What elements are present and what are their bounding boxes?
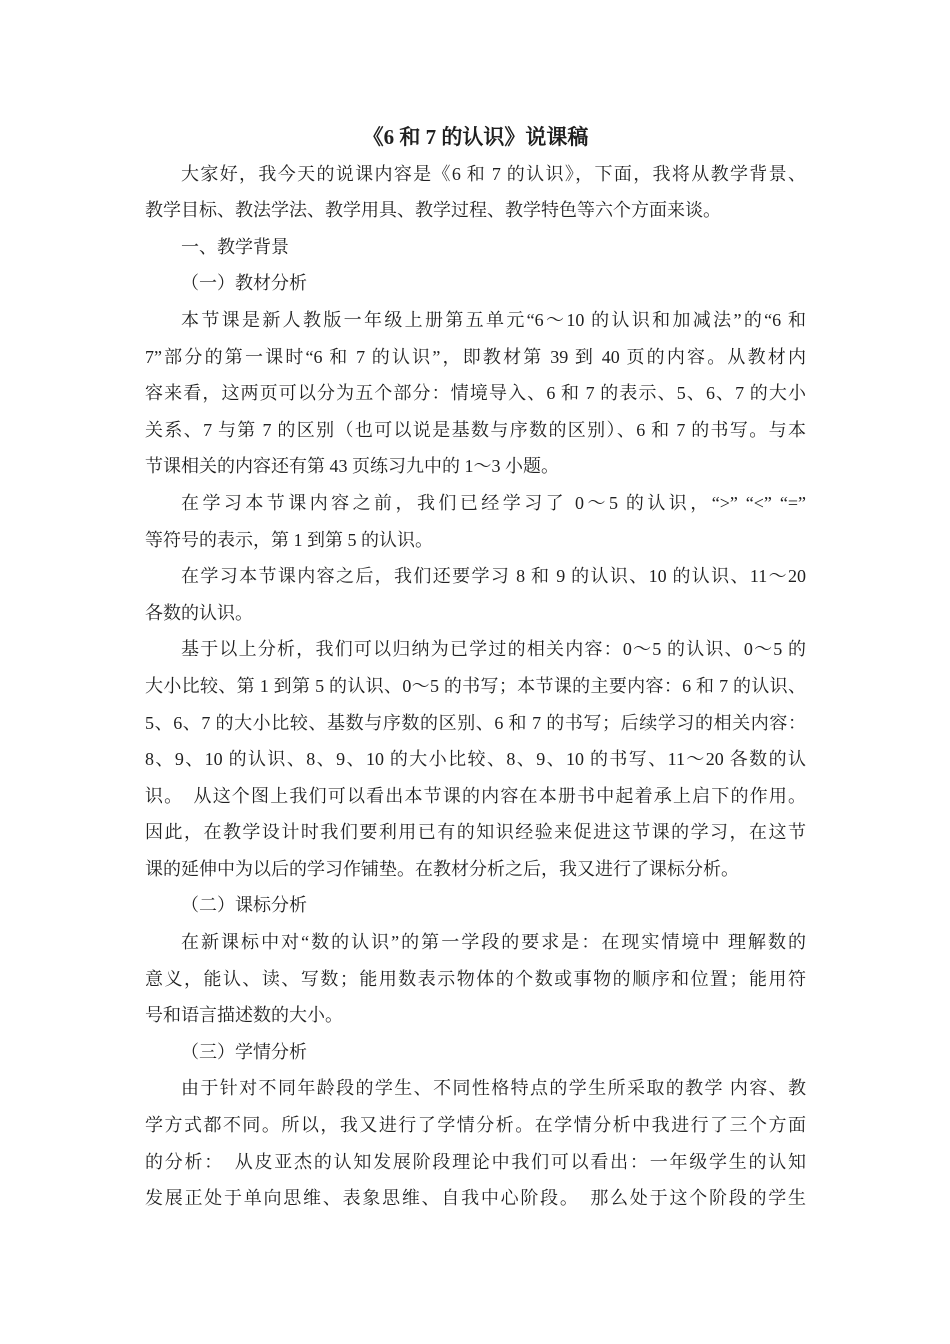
text-line: 节课相关的内容还有第 43 页练习九中的 1～3 小题。 bbox=[145, 456, 559, 477]
text-line: 识。 从这个图上我们可以看出本节课的内容在本册书中起着承上启下的作用。 bbox=[145, 785, 806, 806]
text-line: 本节课是新人教版一年级上册第五单元“6～10 的认识和加减法”的“6 和 bbox=[181, 309, 806, 330]
text-line: 发展正处于单向思维、表象思维、自我中心阶段。 那么处于这个阶段的学生 bbox=[145, 1188, 806, 1209]
heading-line: （一）教材分析 bbox=[181, 273, 307, 294]
heading-line: （二）课标分析 bbox=[181, 895, 307, 916]
text-line: 的分析： 从皮亚杰的认知发展阶段理论中我们可以看出：一年级学生的认知 bbox=[145, 1151, 806, 1172]
text-line: 大家好，我今天的说课内容是《6 和 7 的认识》，下面，我将从教学背景、 bbox=[181, 163, 806, 184]
text-line: 等符号的表示，第 1 到第 5 的认识。 bbox=[145, 529, 433, 550]
text-line: 学方式都不同。所以，我又进行了学情分析。在学情分析中我进行了三个方面 bbox=[145, 1115, 806, 1136]
text-line: 容来看，这两页可以分为五个部分：情境导入、6 和 7 的表示、5、6、7 的大小 bbox=[145, 383, 806, 404]
heading-line: 一、教学背景 bbox=[181, 236, 289, 257]
text-line: 课的延伸中为以后的学习作铺垫。在教材分析之后，我又进行了课标分析。 bbox=[145, 858, 739, 879]
text-line: 各数的认识。 bbox=[145, 602, 253, 623]
text-line: 7”部分的第一课时“6 和 7 的认识”，即教材第 39 到 40 页的内容。从教材内 bbox=[145, 346, 806, 367]
text-line: 在学习本节课内容之后，我们还要学习 8 和 9 的认识、10 的认识、11～20 bbox=[181, 566, 806, 587]
text-line: 因此，在教学设计时我们要利用已有的知识经验来促进这节课的学习，在这节 bbox=[145, 822, 806, 843]
heading-line: （三）学情分析 bbox=[181, 1041, 307, 1062]
text-line: 由于针对不同年龄段的学生、不同性格特点的学生所采取的教学 内容、教 bbox=[181, 1078, 806, 1099]
text-line: 在新课标中对“数的认识”的第一学段的要求是：在现实情境中 理解数的 bbox=[181, 932, 806, 953]
document-content bbox=[145, 156, 806, 1217]
document-title: 《6 和 7 的认识》说课稿 bbox=[362, 125, 589, 149]
text-line: 意义，能认、读、写数；能用数表示物体的个数或事物的顺序和位置；能用符 bbox=[145, 968, 806, 989]
text-line: 关系、7 与第 7 的区别（也可以说是基数与序数的区别）、6 和 7 的书写。与本 bbox=[145, 419, 806, 440]
text-line: 8、9、10 的认识、8、9、10 的大小比较、8、9、10 的书写、11～20 各数的认 bbox=[145, 749, 806, 770]
text-line: 号和语言描述数的大小。 bbox=[145, 1005, 343, 1026]
text-line: 在学习本节课内容之前，我们已经学习了 0～5 的认识，“>” “<” “=” bbox=[181, 492, 806, 513]
text-line: 教学目标、教法学法、教学用具、教学过程、教学特色等六个方面来谈。 bbox=[145, 200, 721, 221]
text-line: 基于以上分析，我们可以归纳为已学过的相关内容：0～5 的认识、0～5 的 bbox=[181, 639, 806, 660]
text-line: 5、6、7 的大小比较、基数与序数的区别、6 和 7 的书写；后续学习的相关内容： bbox=[145, 712, 806, 733]
text-line: 大小比较、第 1 到第 5 的认识、0～5 的书写；本节课的主要内容：6 和 7 的认识、 bbox=[145, 675, 806, 696]
